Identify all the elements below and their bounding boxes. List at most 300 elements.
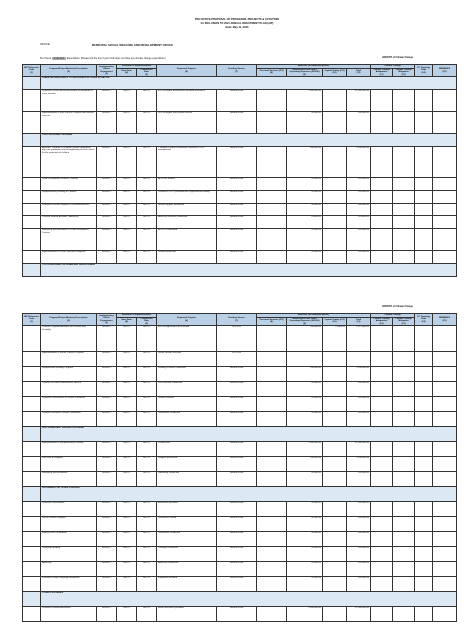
cell-co xyxy=(323,397,347,412)
cell-desc: Supplementary Feeding to Children xyxy=(41,190,97,203)
cell-remarks xyxy=(433,412,457,427)
cell-remarks xyxy=(433,112,457,134)
cell-typology xyxy=(415,382,433,397)
cell-total: P300,000.00 xyxy=(347,146,371,177)
cell-start: Jan-21 xyxy=(117,546,137,561)
cell-mooe: 20,000.00 xyxy=(287,471,323,486)
cell-cca xyxy=(371,146,393,177)
table-row xyxy=(23,606,457,621)
cell-output: Monitoring conducted xyxy=(157,471,217,486)
cell-impl: MSWDO xyxy=(97,90,117,112)
cell-remarks xyxy=(433,216,457,229)
cell-total: P20,000.00 xyxy=(347,229,371,251)
cell-ref xyxy=(23,456,41,471)
note-checkbox[interactable]: in the box xyxy=(53,57,65,60)
cell-end: Dec-21 xyxy=(137,112,157,134)
cell-impl: MSWDO xyxy=(97,190,117,203)
cell-typology xyxy=(415,146,433,177)
cell-fund: General Fund xyxy=(217,561,257,576)
cell-cca xyxy=(371,397,393,412)
cell-remarks xyxy=(433,251,457,264)
cell-ps xyxy=(257,606,287,621)
col-schedule: Schedule of Implementation xyxy=(117,314,157,318)
cell-co xyxy=(323,90,347,112)
cell-fund: General Fund xyxy=(217,229,257,251)
cell-output: 80% of eligible beneficiaries provided assistance xyxy=(157,90,217,112)
cell-ccm xyxy=(393,229,415,251)
cell-mooe: 25,000.00 xyxy=(287,216,323,229)
cell-co xyxy=(323,146,347,177)
cell-start: Jan-21 xyxy=(117,178,137,191)
cell-end: Dec-21 xyxy=(137,352,157,367)
cell-fund: General Fund xyxy=(217,531,257,546)
cell-ps xyxy=(257,352,287,367)
cell-desc: Children Welfare Activities / Advocacy xyxy=(41,216,97,229)
section-title: FINANCIAL ASSISTANCE TO INDIVIDUALS IN CRISIS SITUATION xyxy=(41,77,457,90)
cell-ref xyxy=(23,531,41,546)
cell-ref xyxy=(23,441,41,456)
cell-fund: General Fund xyxy=(217,456,257,471)
cell-fund: General Fund xyxy=(217,412,257,427)
cell-cca xyxy=(371,203,393,216)
cell-remarks xyxy=(433,178,457,191)
cell-remarks xyxy=(433,576,457,591)
cell-typology xyxy=(415,471,433,486)
cell-desc: Activities: Conduct of Children's Month celebration, day care graduation and strengthening of local council for the protection of children xyxy=(41,146,97,177)
col-ccm: Climate Change Mitigation (13) xyxy=(393,68,415,77)
cell-ps xyxy=(257,531,287,546)
table-row xyxy=(23,326,457,352)
cell-remarks xyxy=(433,146,457,177)
table-row xyxy=(23,546,457,561)
cell-remarks xyxy=(433,471,457,486)
cell-start: Jan-21 xyxy=(117,251,137,264)
cell-ccm xyxy=(393,178,415,191)
cell-ref xyxy=(23,326,41,352)
cell-mooe: 50,000.00 xyxy=(287,516,323,531)
cell-total: P20,000.00 xyxy=(347,546,371,561)
cell-desc: Provision of assistance xyxy=(41,501,97,516)
header-line-3: Date: May 11, 2020 xyxy=(225,26,249,29)
cell-fund: General Fund xyxy=(217,190,257,203)
cell-start: Jan-21 xyxy=(117,397,137,412)
cell-desc: Monitoring and evaluation of Child Development Centers xyxy=(41,229,97,251)
cell-ref xyxy=(23,382,41,397)
cell-start: Jan-21 xyxy=(117,203,137,216)
cell-remarks xyxy=(433,203,457,216)
cell-ps xyxy=(257,441,287,456)
cell-desc: Supplemental Feeding Program xyxy=(41,367,97,382)
cell-ccm xyxy=(393,203,415,216)
cell-desc: Elderly Week Celebration xyxy=(41,531,97,546)
cell-ccm xyxy=(393,367,415,382)
cell-start: Jan-21 xyxy=(117,112,137,134)
cell-desc: Provision of cash aid and assistance to individuals in crisis situation xyxy=(41,90,97,112)
cell-ccm xyxy=(393,146,415,177)
cell-desc: Purchase of Supplies xyxy=(41,456,97,471)
cell-cca xyxy=(371,190,393,203)
col-co: Capital Outlay (CO) (10) xyxy=(323,317,347,326)
cell-output: Advocacy activities conducted xyxy=(157,216,217,229)
cell-co xyxy=(323,251,347,264)
cell-typology xyxy=(415,190,433,203)
table-row xyxy=(23,516,457,531)
cell-mooe: 20,000.00 xyxy=(287,576,323,591)
cell-total: P20,000.00 xyxy=(347,251,371,264)
section-row xyxy=(23,427,457,442)
cell-ps xyxy=(257,516,287,531)
cell-cca xyxy=(371,501,393,516)
cell-total: P20,000.00 xyxy=(347,190,371,203)
cell-fund: General Fund xyxy=(217,397,257,412)
table-row xyxy=(23,352,457,367)
cell-desc: Implementation of Senior Citizens Program xyxy=(41,352,97,367)
cell-ccm xyxy=(393,190,415,203)
cell-end: Dec-21 xyxy=(137,441,157,456)
cell-fund: General Fund xyxy=(217,90,257,112)
table-row xyxy=(23,251,457,264)
cell-mooe: 20,000.00 xyxy=(287,229,323,251)
cell-ps xyxy=(257,456,287,471)
cell-start: Jan-21 xyxy=(117,146,137,177)
cell-ps xyxy=(257,546,287,561)
cell-end: Dec-21 xyxy=(137,203,157,216)
cell-mooe: 50,000.00 xyxy=(287,382,323,397)
cell-ref xyxy=(23,576,41,591)
cell-ps xyxy=(257,326,287,352)
cell-cca xyxy=(371,546,393,561)
col-amount: AMOUNT (in thousand pesos) xyxy=(257,314,371,318)
cell-ccm xyxy=(393,531,415,546)
cell-end: Dec-21 xyxy=(137,178,157,191)
cell-total: P25,000.00 xyxy=(347,216,371,229)
col-remarks: REMARKS (15) xyxy=(433,314,457,326)
cell-typology xyxy=(415,516,433,531)
cell-typology xyxy=(415,441,433,456)
col-typology: CC Typology Code (14) xyxy=(415,65,433,77)
cell-total: P50,000.00 xyxy=(347,112,371,134)
cell-ref xyxy=(23,90,41,112)
table-row xyxy=(23,441,457,456)
cell-typology xyxy=(415,352,433,367)
cell-cca xyxy=(371,326,393,352)
cell-ps xyxy=(257,367,287,382)
cell-remarks xyxy=(433,90,457,112)
cell-co xyxy=(323,576,347,591)
cell-output: Children fed xyxy=(157,441,217,456)
cell-desc: Conduct of Women's Month Celebration xyxy=(41,412,97,427)
cell-typology xyxy=(415,546,433,561)
cell-end: Dec-21 xyxy=(137,229,157,251)
section-row xyxy=(23,134,457,147)
cell-end: Dec-21 xyxy=(137,367,157,382)
cell-ref xyxy=(23,427,41,442)
cell-mooe: 50,000.00 xyxy=(287,112,323,134)
cell-typology xyxy=(415,229,433,251)
cell-ps xyxy=(257,561,287,576)
table-row xyxy=(23,412,457,427)
cell-ccm xyxy=(393,546,415,561)
cell-fund: General Fund xyxy=(217,178,257,191)
cell-output: Children protected xyxy=(157,251,217,264)
cell-start: Jan-21 xyxy=(117,367,137,382)
cell-cca xyxy=(371,112,393,134)
cell-remarks xyxy=(433,516,457,531)
cell-output: 80% of eligible solo parents served xyxy=(157,112,217,134)
cell-co xyxy=(323,441,347,456)
cell-ps xyxy=(257,471,287,486)
cell-impl: MSWDO xyxy=(97,576,117,591)
cell-ccm xyxy=(393,561,415,576)
cell-fund: 20% LDF xyxy=(217,326,257,352)
cell-mooe: 50,000.00 xyxy=(287,203,323,216)
cell-fund: General Fund xyxy=(217,501,257,516)
cell-cca xyxy=(371,471,393,486)
cell-total: P50,000.00 xyxy=(347,531,371,546)
aip-table-1 xyxy=(22,64,457,277)
cell-typology xyxy=(415,90,433,112)
cell-ccm xyxy=(393,112,415,134)
cell-cca xyxy=(371,251,393,264)
department-name: MUNICIPAL SOCIAL WELFARE AND DEVELOPMENT OFFICE xyxy=(92,43,173,47)
cell-ps xyxy=(257,203,287,216)
cell-typology xyxy=(415,367,433,382)
cell-co xyxy=(323,606,347,621)
col-typology: CC Typology Code (14) xyxy=(415,314,433,326)
cell-impl: MSWDO xyxy=(97,546,117,561)
cell-desc: Implementation of Supplementary Feeding xyxy=(41,441,97,456)
cell-start: Jan-21 xyxy=(117,456,137,471)
cell-fund: General Fund xyxy=(217,516,257,531)
cell-total: P20,000.00 xyxy=(347,412,371,427)
cell-total: P20,000.00 xyxy=(347,576,371,591)
cell-ps xyxy=(257,190,287,203)
cell-cca xyxy=(371,352,393,367)
col-amount: AMOUNT (in thousand pesos) xyxy=(257,65,371,69)
cell-end: Dec-21 xyxy=(137,146,157,177)
cell-remarks xyxy=(433,456,457,471)
cell-remarks xyxy=(433,326,457,352)
cell-start: Jan-21 xyxy=(117,216,137,229)
cell-impl: MSWDO xyxy=(97,606,117,621)
cell-mooe: 20,000.00 xyxy=(287,546,323,561)
col-end: Completion Date (5) xyxy=(137,317,157,326)
cell-typology xyxy=(415,112,433,134)
cell-desc: Provision of school supplies to child beneficiaries xyxy=(41,203,97,216)
cell-co xyxy=(323,382,347,397)
cell-output: 80% of registered PWDs served xyxy=(157,326,217,352)
cell-cca xyxy=(371,531,393,546)
cell-typology xyxy=(415,203,433,216)
cell-ref xyxy=(23,367,41,382)
cell-end: Dec-21 xyxy=(137,251,157,264)
cell-cca xyxy=(371,367,393,382)
cell-typology xyxy=(415,216,433,229)
cell-ref xyxy=(23,77,41,90)
cell-start: Jan-21 xyxy=(117,561,137,576)
cell-impl: MSWDO xyxy=(97,326,117,352)
cell-co xyxy=(323,531,347,546)
cell-remarks xyxy=(433,367,457,382)
cell-remarks xyxy=(433,352,457,367)
cell-ref xyxy=(23,146,41,177)
cell-start: Jan-21 xyxy=(117,441,137,456)
cell-ccm xyxy=(393,216,415,229)
cell-ref xyxy=(23,190,41,203)
cell-typology xyxy=(415,501,433,516)
cell-remarks xyxy=(433,397,457,412)
cell-total: P20,000.00 xyxy=(347,471,371,486)
cell-ccm xyxy=(393,90,415,112)
table-row xyxy=(23,561,457,576)
cell-impl: MSWDO xyxy=(97,561,117,576)
col-cca: Climate Change Adaptation (12) xyxy=(371,317,393,326)
cell-end: Dec-21 xyxy=(137,501,157,516)
note-prefix: Put Check xyxy=(40,57,52,60)
cell-start: Jan-21 xyxy=(117,229,137,251)
cell-co xyxy=(323,561,347,576)
table-row xyxy=(23,397,457,412)
cell-cca xyxy=(371,178,393,191)
cell-ps xyxy=(257,178,287,191)
cell-end: Dec-21 xyxy=(137,326,157,352)
cell-ps xyxy=(257,397,287,412)
cell-fund: General Fund xyxy=(217,216,257,229)
cell-total: P377,000.00 xyxy=(347,326,371,352)
cell-co xyxy=(323,216,347,229)
col-ref: AIP Reference Code (1) xyxy=(23,65,41,77)
col-fund: Funding Source (7) xyxy=(217,314,257,326)
cell-remarks xyxy=(433,501,457,516)
cell-co xyxy=(323,352,347,367)
cell-mooe: 20,000.00 xyxy=(287,397,323,412)
cell-ref xyxy=(23,203,41,216)
cell-co xyxy=(323,367,347,382)
cell-cca xyxy=(371,229,393,251)
cell-start: Jan-21 xyxy=(117,326,137,352)
cell-total: P50,000.00 xyxy=(347,516,371,531)
cell-typology xyxy=(415,178,433,191)
cc-amount-label-top: AMOUNT of Climate Change xyxy=(382,57,413,59)
cell-desc: Conduct Programs/Activities for Persons with Disability xyxy=(41,326,97,352)
cell-mooe: 2,000,000.00 xyxy=(287,606,323,621)
cell-end: Dec-21 xyxy=(137,190,157,203)
cell-impl: MSWDO xyxy=(97,229,117,251)
cell-output: Trainings conducted xyxy=(157,546,217,561)
cell-impl: MSWDO xyxy=(97,178,117,191)
col-start: Start Date (4) xyxy=(117,68,137,77)
cell-desc: Conduct of Parent Effectiveness Service xyxy=(41,382,97,397)
cell-ccm xyxy=(393,606,415,621)
cell-total: P1,000,000.00 xyxy=(347,441,371,456)
cell-typology xyxy=(415,412,433,427)
cell-cca xyxy=(371,216,393,229)
cell-end: Dec-21 xyxy=(137,546,157,561)
cell-co xyxy=(323,229,347,251)
cell-fund: General Fund xyxy=(217,606,257,621)
cell-ccm xyxy=(393,397,415,412)
cell-end: Dec-21 xyxy=(137,561,157,576)
cell-ref xyxy=(23,251,41,264)
cell-fund: General Fund xyxy=(217,203,257,216)
cell-ps xyxy=(257,112,287,134)
cell-remarks xyxy=(433,546,457,561)
cell-typology xyxy=(415,251,433,264)
cell-output: Assistance provided xyxy=(157,501,217,516)
cell-co xyxy=(323,516,347,531)
cell-ccm xyxy=(393,501,415,516)
col-cc: Climate Change xyxy=(371,65,415,69)
cell-desc: Social Pension Program xyxy=(41,516,97,531)
cell-ccm xyxy=(393,471,415,486)
cell-impl: MSWDO xyxy=(97,456,117,471)
cell-mooe: 20,000.00 xyxy=(287,561,323,576)
cell-ps xyxy=(257,576,287,591)
cell-end: Dec-21 xyxy=(137,382,157,397)
table-row xyxy=(23,90,457,112)
cell-ccm xyxy=(393,576,415,591)
cell-typology xyxy=(415,326,433,352)
cell-ref xyxy=(23,352,41,367)
cell-remarks xyxy=(433,441,457,456)
cell-fund: 20% LDF xyxy=(217,352,257,367)
cell-mooe: 20,000.00 xyxy=(287,412,323,427)
col-total: Total (11) xyxy=(347,68,371,77)
cell-total: P100,000.00 xyxy=(347,367,371,382)
cell-fund: General Fund xyxy=(217,382,257,397)
cell-remarks xyxy=(433,382,457,397)
cell-ref xyxy=(23,263,41,276)
cell-ccm xyxy=(393,412,415,427)
col-ps: Personal Services (PS) (8) xyxy=(257,317,287,326)
cell-start: Jan-21 xyxy=(117,412,137,427)
cell-output: All CDCs monitored xyxy=(157,229,217,251)
col-cca: Climate Change Adaptation (12) xyxy=(371,68,393,77)
cell-output: Supplies purchased xyxy=(157,456,217,471)
cell-mooe: 100,000.00 xyxy=(287,367,323,382)
section-row xyxy=(23,486,457,501)
table-row xyxy=(23,112,457,134)
header-line-1: PDO OFFICE PROPOSAL OF PROGRAMS, PROJECTS & ACTIVITIES xyxy=(194,18,280,21)
cell-mooe xyxy=(287,352,323,367)
cell-fund: General Fund xyxy=(217,441,257,456)
cell-ref xyxy=(23,561,41,576)
cell-co xyxy=(323,412,347,427)
cell-total: P20,000.00 xyxy=(347,397,371,412)
cell-ps xyxy=(257,251,287,264)
cell-mooe: 100,000.00 xyxy=(287,456,323,471)
col-schedule: Schedule of Implementation xyxy=(117,65,157,69)
cell-impl: MSWDO xyxy=(97,216,117,229)
cell-output: PES sessions conducted xyxy=(157,382,217,397)
cell-desc: Capability Building xyxy=(41,546,97,561)
cell-impl: MSWDO xyxy=(97,531,117,546)
cell-total: P1,000,000.00 xyxy=(347,90,371,112)
cell-output: Celebration conducted xyxy=(157,531,217,546)
cell-impl: MSWDO xyxy=(97,203,117,216)
col-output: Expected Outputs (6) xyxy=(157,65,217,77)
cell-co xyxy=(323,112,347,134)
header-line-2: for INCLUSION TO 2021 ANNUAL INVESTMENT PLAN (AIP) xyxy=(200,22,274,25)
cell-output: Interpreter provided xyxy=(157,576,217,591)
cell-ps xyxy=(257,229,287,251)
cell-output: Victims assisted xyxy=(157,397,217,412)
section-title: PROGRAMS FOR OLDER PERSONS xyxy=(41,486,457,501)
cell-typology xyxy=(415,456,433,471)
cell-co: 75,000.00 xyxy=(323,326,347,352)
cell-impl: MSWDO xyxy=(97,367,117,382)
cell-cca xyxy=(371,456,393,471)
